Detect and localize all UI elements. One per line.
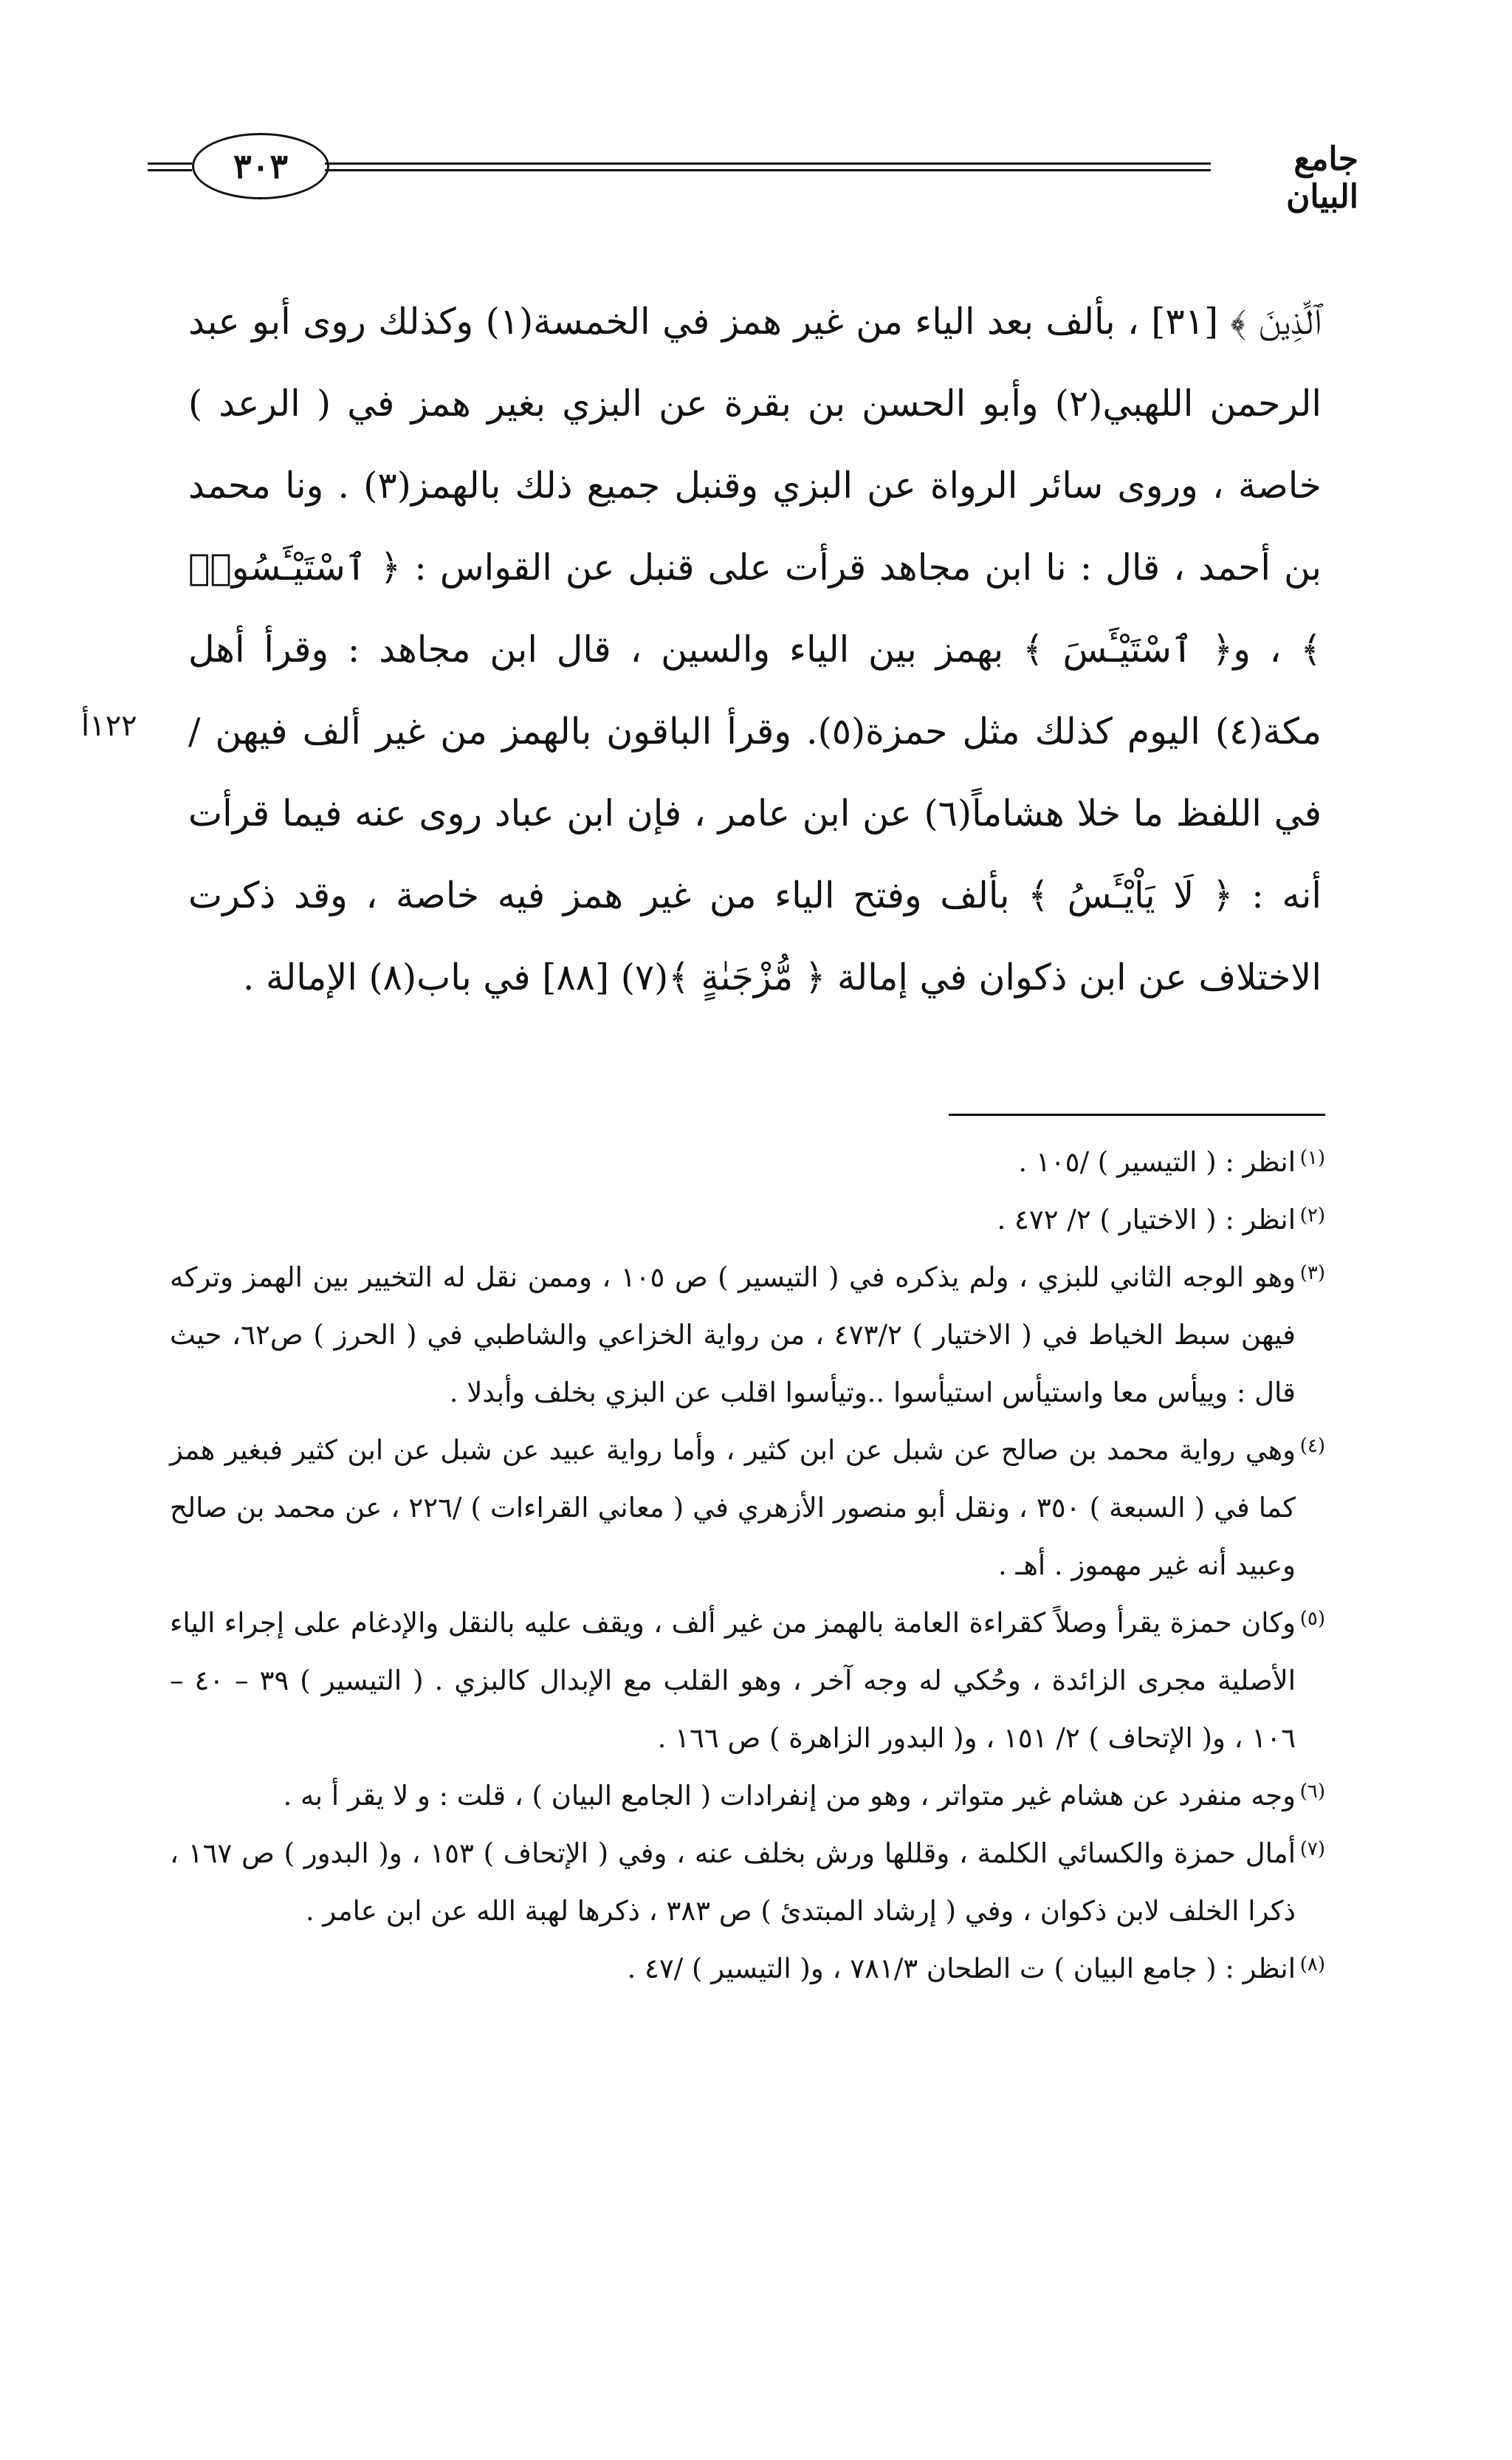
footnote-text: وهي رواية محمد بن صالح عن شبل عن ابن كثير ، وأما رواية عبيد عن شبل عن ابن كثير فبغير همز كما في ( السبعة ) ٣٥٠ ، ونقل أبو منصور الأزهري في ( معاني القراءات ) /٢٢٦ ، عن محمد بن صالح وعبيد أنه غير مهموز . أهـ .: [170, 1434, 1296, 1581]
footnote-number: (٧): [1299, 1838, 1325, 1860]
footnotes: [170, 1134, 1325, 1998]
footnote-number: (٣): [1299, 1262, 1325, 1284]
footnote-8: [170, 1940, 1325, 1998]
footnote-6: [170, 1767, 1325, 1825]
footnote-number: (١): [1299, 1147, 1325, 1169]
main-paragraph: ﭐﻟَّﺬِﻳﻦَ ﴾ [٣١] ، بألف بعد الياء من غير همز في الخمسة(١) وكذلك روى أبو عبد الرحمن اللهبي(٢) وأبو الحسن بن بقرة عن البزي بغير همز في ( الرعد ) خاصة ، وروى سائر الرواة عن البزي وقنبل جميع ذلك بالهمز(٣) . ونا محمد بن أحمد ، قال : نا ابن مجاهد قرأت على قنبل عن القواس : ﴿ ٱسْتَيْـَٔسُوا۟ ﴾ ، و﴿ ٱسْتَيْـَٔسَ ﴾ بهمز بين الياء والسين ، قال ابن مجاهد : وقرأ أهل مكة(٤) اليوم كذلك مثل حمزة(٥). وقرأ الباقون بالهمز من غير ألف فيهن / في اللفظ ما خلا هشاماً(٦) عن ابن عامر ، فإن ابن عباد روى عنه فيما قرأت أنه : ﴿ لَا يَاْيْـَٔسُ ﴾ بألف وفتح الياء من غير همز فيه خاصة ، وقد ذكرت الاختلاف عن ابن ذكوان في إمالة ﴿ مُّزْجَىٰةٍ ﴾(٧) [٨٨] في باب(٨) الإمالة .: [188, 301, 1322, 998]
page-header: [148, 133, 1358, 216]
footnote-7: [170, 1825, 1325, 1940]
header-rule-left: [148, 162, 192, 171]
footnote-text: انظر : ( التيسير ) /١٠٥ .: [1018, 1146, 1296, 1178]
margin-folio-note: ١٢٢أ: [81, 709, 137, 743]
footnote-number: (٦): [1299, 1781, 1325, 1803]
footnote-text: وهو الوجه الثاني للبزي ، ولم يذكره في ( التيسير ) ص ١٠٥ ، وممن نقل له التخيير بين الهمز وتركه فيهن سبط الخياط في ( الاختيار ) ٤٧٣/٢ ، من رواية الخزاعي والشاطبي في ( الحرز ) ص٦٢، حيث قال : وييأس معا واستيأس استيأسوا ..وتيأسوا اقلب عن البزي بخلف وأبدلا .: [170, 1261, 1296, 1408]
footnote-text: انظر : ( الاختيار ) ٢/ ٤٧٢ .: [997, 1204, 1296, 1236]
footnote-text: وكان حمزة يقرأ وصلاً كقراءة العامة بالهمز من غير ألف ، ويقف عليه بالنقل والإدغام على إجراء الياء الأصلية مجرى الزائدة ، وحُكي له وجه آخر ، وهو القلب مع الإبدال كالبزي . ( التيسير ) ٣٩ – ٤٠ – ١٠٦ ، و( الإتحاف ) ٢/ ١٥١ ، و( البدور الزاهرة ) ص ١٦٦ .: [170, 1607, 1296, 1754]
main-text: [188, 281, 1322, 1018]
page-number: ٣٠٣: [192, 133, 329, 199]
footnote-number: (٢): [1299, 1205, 1325, 1227]
footnote-text: وجه منفرد عن هشام غير متواتر ، وهو من إنفرادات ( الجامع البيان ) ، قلت : و لا يقر أ به .: [283, 1780, 1296, 1812]
footnote-3: [170, 1249, 1325, 1422]
footnote-text: أمال حمزة والكسائي الكلمة ، وقللها ورش بخلف عنه ، وفي ( الإتحاف ) ١٥٣ ، و( البدور ) ص ١٦٧ ، ذكرا الخلف لابن ذكوان ، وفي ( إرشاد المبتدئ ) ص ٣٨٣ ، ذكرها لهبة الله عن ابن عامر .: [170, 1837, 1296, 1927]
footnote-text: انظر : ( جامع البيان ) ت الطحان ٧٨١/٣ ، و( التيسير ) /٤٧ .: [627, 1953, 1296, 1984]
footnote-number: (٥): [1299, 1608, 1325, 1630]
footnote-4: [170, 1422, 1325, 1594]
footnote-separator: [949, 1114, 1325, 1116]
book-title: جامع البيان: [1286, 140, 1358, 216]
footnote-number: (٨): [1299, 1953, 1325, 1976]
footnote-5: [170, 1594, 1325, 1767]
header-rule-right: [325, 162, 1211, 171]
footnote-number: (٤): [1299, 1435, 1325, 1457]
footnote-1: [170, 1134, 1325, 1191]
footnote-2: [170, 1191, 1325, 1249]
